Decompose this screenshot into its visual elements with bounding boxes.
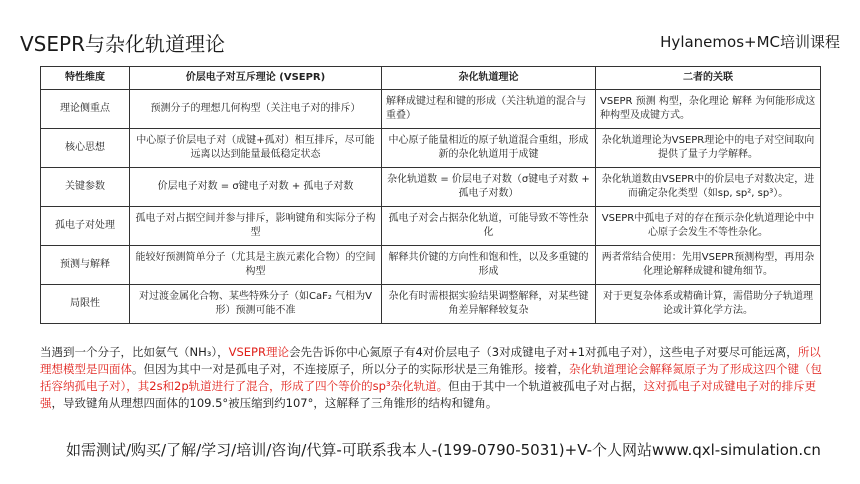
vsepr-cell: 能较好预测简单分子（尤其是主族元素化合物）的空间构型 (130, 246, 382, 285)
table-row (41, 207, 821, 246)
table-row (41, 246, 821, 285)
explanation-paragraph (40, 344, 822, 412)
column-header: 特性维度 (41, 67, 130, 90)
explanation-text: 当遇到一个分子，比如氨气（NH₃）， (40, 345, 229, 359)
explanation-highlight: 所以理想模型是四面体 (40, 345, 821, 376)
relation-cell: 两者常结合使用：先用VSEPR预测构型，再用杂化理论解释成键和键角细节。 (596, 246, 821, 285)
contact-footer: 如需测试/购买/了解/学习/培训/咨询/代算-可联系我本人-(199-0790-5031)+V-个人网站www.qxl-simulation.cn (66, 441, 821, 459)
hybrid-cell: 杂化轨道数 = 价层电子对数（σ键电子对数 + 孤电子对数） (382, 168, 596, 207)
explanation-text: ，导致键角从理想四面体的109.5°被压缩到约107°，这解释了三角锥形的结构和键角。 (51, 396, 498, 410)
table-header-row (41, 67, 821, 90)
hybrid-cell: 解释成键过程和键的形成（关注轨道的混合与重叠） (382, 90, 596, 129)
hybrid-cell: 孤电子对会占据杂化轨道，可能导致不等性杂化 (382, 207, 596, 246)
vsepr-cell: 对过渡金属化合物、某些特殊分子（如CaF₂ 气相为V形）预测可能不准 (130, 285, 382, 324)
comparison-table (40, 66, 821, 324)
hybrid-cell: 杂化有时需根据实验结果调整解释，对某些键角差异解释较复杂 (382, 285, 596, 324)
explanation-text: 。但因为其中一对是孤电子对，不连接原子，所以分子的实际形状是三角锥形。接着， (132, 362, 569, 376)
vsepr-cell: 预测分子的理想几何构型（关注电子对的排斥） (130, 90, 382, 129)
table-row (41, 90, 821, 129)
relation-cell: VSEPR 预测 构型，杂化理论 解释 为何能形成这种构型及成键方式。 (596, 90, 821, 129)
relation-cell: 杂化轨道理论为VSEPR理论中的电子对空间取向提供了量子力学解释。 (596, 129, 821, 168)
row-dimension: 理论侧重点 (41, 90, 130, 129)
hybrid-cell: 中心原子能量相近的原子轨道混合重组，形成新的杂化轨道用于成键 (382, 129, 596, 168)
table-row (41, 285, 821, 324)
explanation-text: 但由于其中一个轨道被孤电子对占据， (448, 379, 644, 393)
vsepr-cell: 价层电子对数 = σ键电子对数 + 孤电子对数 (130, 168, 382, 207)
column-header: 杂化轨道理论 (382, 67, 596, 90)
row-dimension: 关键参数 (41, 168, 130, 207)
course-brand: Hylanemos+MC培训课程 (660, 33, 840, 51)
table-row (41, 129, 821, 168)
row-dimension: 预测与解释 (41, 246, 130, 285)
explanation-text: 会先告诉你中心氮原子有4对价层电子（3对成键电子对+1对孤电子对），这些电子对要尽可能远离， (288, 345, 798, 359)
table-row (41, 168, 821, 207)
column-header: 价层电子对互斥理论 (VSEPR) (130, 67, 382, 90)
row-dimension: 局限性 (41, 285, 130, 324)
row-dimension: 核心思想 (41, 129, 130, 168)
relation-cell: 对于更复杂体系或精确计算，需借助分子轨道理论或计算化学方法。 (596, 285, 821, 324)
vsepr-cell: 中心原子价层电子对（成键+孤对）相互排斥，尽可能远离以达到能量最低稳定状态 (130, 129, 382, 168)
explanation-highlight: 这对孤电子对成键电子对的排斥更强 (40, 379, 817, 410)
column-header: 二者的关联 (596, 67, 821, 90)
page-title: VSEPR与杂化轨道理论 (20, 32, 225, 56)
vsepr-cell: 孤电子对占据空间并参与排斥，影响键角和实际分子构型 (130, 207, 382, 246)
hybrid-cell: 解释共价键的方向性和饱和性，以及多重键的形成 (382, 246, 596, 285)
relation-cell: VSEPR中孤电子对的存在预示杂化轨道理论中中心原子会发生不等性杂化。 (596, 207, 821, 246)
explanation-highlight: 杂化轨道理论会解释氮原子为了形成这四个键（包括容纳孤电子对），其2s和2p轨道进行了混合，形成了四个等价的sp³杂化轨道。 (40, 362, 822, 393)
row-dimension: 孤电子对处理 (41, 207, 130, 246)
explanation-highlight: VSEPR理论 (228, 345, 289, 359)
relation-cell: 杂化轨道数由VSEPR中的价层电子对数决定，进而确定杂化类型（如sp, sp², sp³）。 (596, 168, 821, 207)
